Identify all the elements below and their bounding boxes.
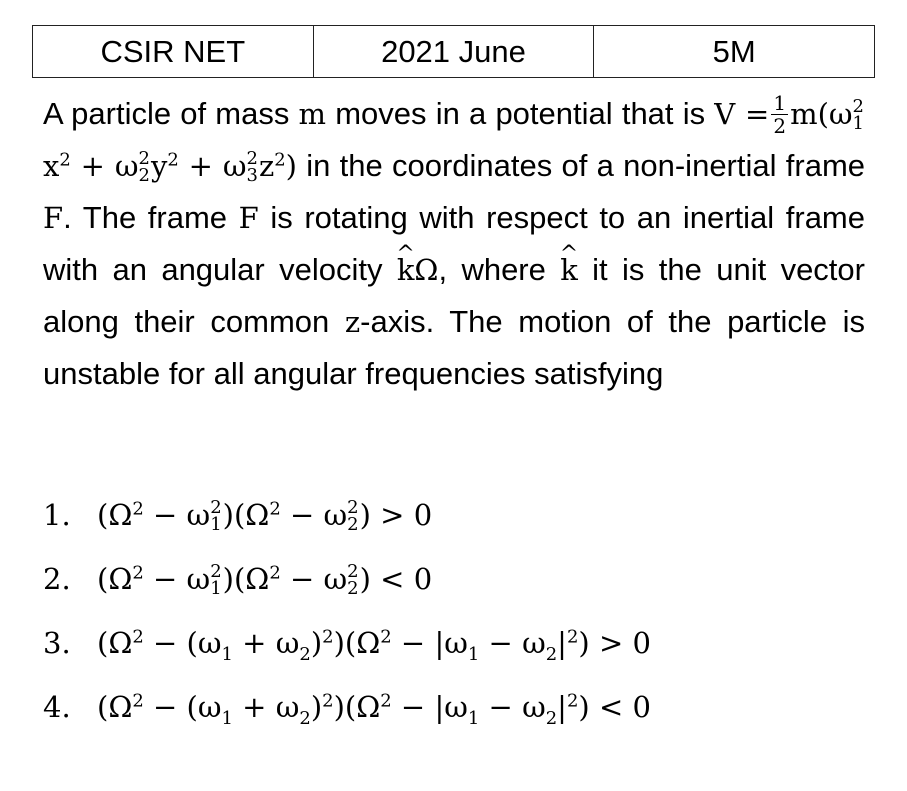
option-4[interactable]: 4. $(\Omega^2 - (\omega_1 + \omega_2)^2)(\Omega^2 - |\omega_1 - \omega_2|^2) < 0$ [43,690,651,729]
header-table [32,25,875,78]
option-3-expression: $(\Omega^2 - (\omega_1 + \omega_2)^2)(\Omega^2 - |\omega_1 - \omega_2|^2) > 0$ [97,626,651,665]
option-2[interactable]: 2. ($\Omega^2 - \omega$ 2 1 )($\Omega^2 - \omega$ 2 2 ) < 0 [43,561,433,599]
mass-symbol: m [298,97,327,131]
header-row [33,26,875,78]
exam-name-cell: CSIR NET [33,26,314,78]
omega-symbol: Ω [414,253,439,287]
option-1[interactable]: 1. ($\Omega^2 - \omega$ 2 1 )($\Omega^2 - \omega$ 2 2 ) > 0 [43,497,433,535]
exam-session-cell: 2021 June [313,26,594,78]
z-symbol: z [344,305,361,339]
answer-options [43,490,883,746]
k-hat-symbol: ^ k [397,245,415,296]
question-text: A particle of mass m moves in a potential that is V = $\frac{1}{2}$ m(ω 2 1 $x^2 + \omega$ 2 2 $y^2 + \omega$ 2 3 $z^2$) in the coordinates of a non-inertial frame F. The frame F is rotating with respect to an inertial frame with an angular velocity ^ kΩ, where ^ k it is the unit vector along their common z-axis. The motion of the particle is unstable for all angular frequencies satisfying [43,88,865,399]
half-fraction: $\frac{1}{2}$ [773,90,787,138]
frame-symbol-2: F [238,201,259,235]
option-1-expression: ($\Omega^2 - \omega$ 2 1 )($\Omega^2 - \omega$ 2 2 ) > 0 [97,497,433,535]
potential-equation: V = $\frac{1}{2}$ m(ω 2 1 $x^2 + \omega$ 2 2 $y^2 + \omega$ 2 3 $z^2$) [43,90,864,186]
question-line-1: A particle of mass m moves in a potential that is [43,96,706,131]
option-4-expression: $(\Omega^2 - (\omega_1 + \omega_2)^2)(\Omega^2 - |\omega_1 - \omega_2|^2) < 0$ [97,690,651,729]
marks-cell: 5M [594,26,875,78]
k-hat-symbol-2: ^ k [560,245,578,296]
frame-symbol: F [43,201,64,235]
option-2-expression: ($\Omega^2 - \omega$ 2 1 )($\Omega^2 - \omega$ 2 2 ) < 0 [97,561,433,599]
option-3[interactable]: 3. $(\Omega^2 - (\omega_1 + \omega_2)^2)(\Omega^2 - |\omega_1 - \omega_2|^2) > 0$ [43,626,651,665]
